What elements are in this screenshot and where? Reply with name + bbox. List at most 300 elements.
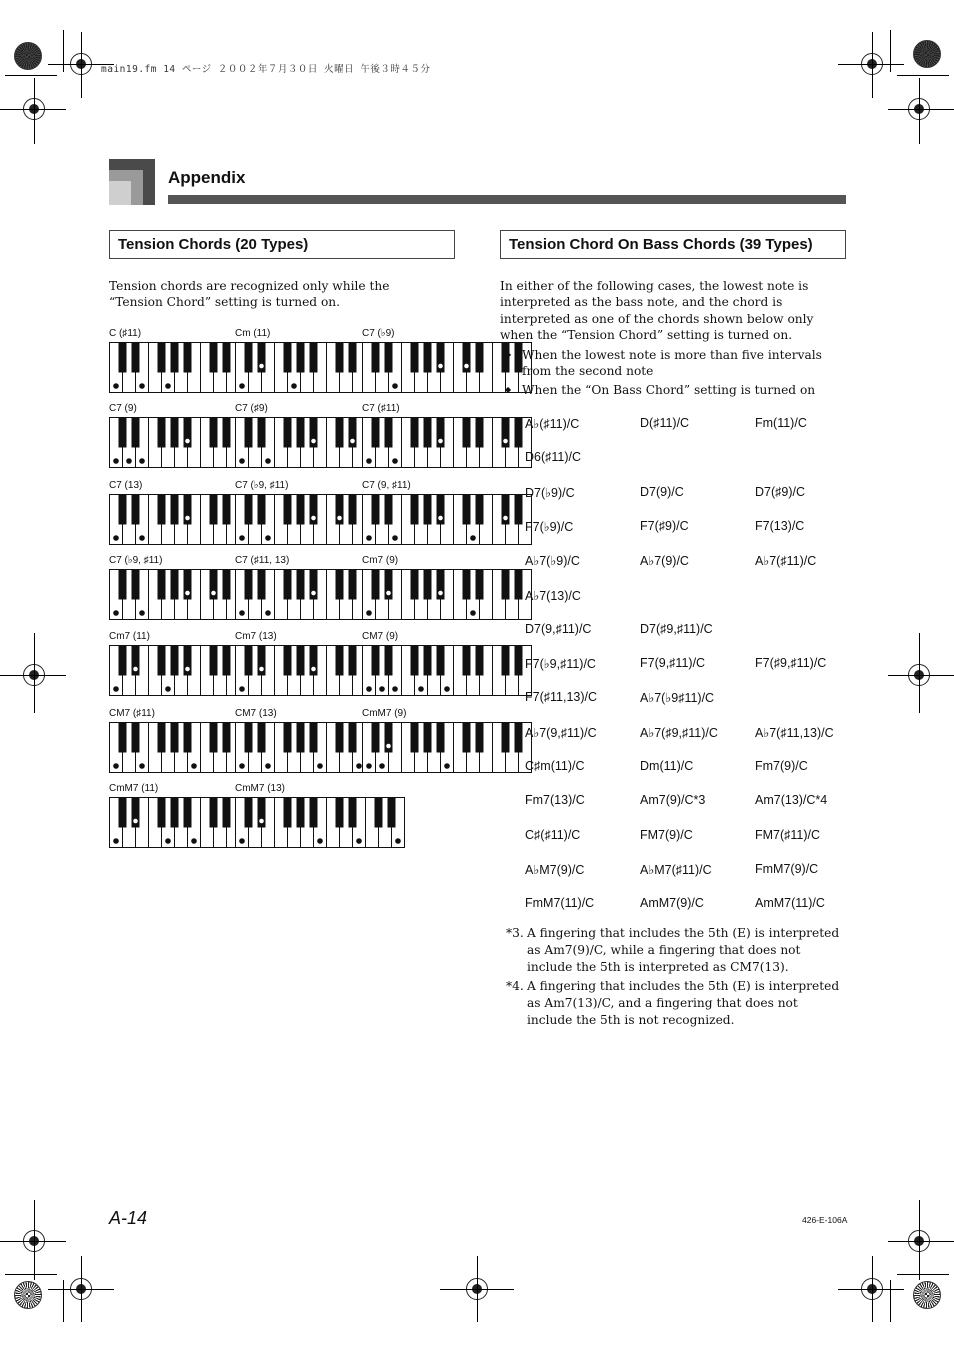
bass-chord-name: A♭7(9)/C	[640, 554, 689, 569]
pressed-key-dot	[113, 686, 119, 692]
bass-chord-name: A♭7(9,♯11)/C	[525, 725, 597, 740]
footnote-mark-3: *3.	[506, 926, 524, 940]
pressed-key-dot	[133, 818, 138, 823]
black-key	[411, 570, 419, 600]
black-key	[424, 495, 432, 525]
crop-line	[34, 633, 35, 713]
bass-chord-name: FmM7(11)/C	[525, 896, 595, 911]
black-key	[476, 495, 484, 525]
page-title: Appendix	[168, 168, 246, 187]
black-key	[171, 723, 179, 753]
crop-line	[5, 1274, 57, 1275]
black-key	[158, 495, 166, 525]
black-key	[119, 570, 127, 600]
crop-line	[477, 1256, 478, 1322]
piano-keyboard-diagram	[362, 645, 533, 697]
crop-line	[897, 1274, 949, 1275]
crop-line	[919, 633, 920, 713]
pressed-key-dot	[139, 458, 145, 464]
black-key	[515, 570, 523, 600]
crop-line	[888, 675, 954, 676]
chord-name: C (♯11)	[109, 328, 142, 339]
bass-chord-name: A♭7(♯11)/C	[755, 554, 817, 569]
black-key	[210, 798, 218, 828]
black-key	[210, 495, 218, 525]
pressed-key-dot	[185, 590, 190, 595]
black-key	[223, 343, 231, 373]
pressed-key-dot	[239, 838, 245, 844]
black-key	[349, 343, 357, 373]
black-key	[424, 723, 432, 753]
chord-name: Cm7 (9)	[362, 555, 399, 566]
pressed-key-dot	[139, 763, 145, 769]
appendix-tab-graphic	[109, 181, 131, 205]
black-key	[372, 570, 380, 600]
crop-line	[81, 1256, 82, 1322]
pressed-key-dot	[113, 535, 119, 541]
pressed-key-dot	[259, 818, 264, 823]
pressed-key-dot	[126, 458, 132, 464]
bass-chord-name: A♭7(♯11,13)/C	[755, 725, 834, 740]
pressed-key-dot	[113, 383, 119, 389]
pressed-key-dot	[356, 763, 362, 769]
pressed-key-dot	[113, 458, 119, 464]
black-key	[385, 495, 393, 525]
chord-name: Cm7 (13)	[235, 631, 277, 642]
black-key	[210, 723, 218, 753]
crop-line	[0, 675, 66, 676]
bass-chord-name: F7(♯11,13)/C	[525, 690, 598, 705]
pressed-key-dot	[239, 610, 245, 616]
pressed-key-dot	[185, 438, 190, 443]
pressed-key-dot	[337, 515, 342, 520]
black-key	[245, 495, 253, 525]
pressed-key-dot	[386, 590, 391, 595]
crop-line	[890, 1280, 891, 1322]
black-key	[372, 646, 380, 676]
black-key	[184, 798, 192, 828]
pressed-key-dot	[470, 535, 476, 541]
black-key	[349, 570, 357, 600]
on-bass-heading: Tension Chord On Bass Chords (39 Types)	[500, 230, 846, 259]
chord-name: C7 (♯9)	[235, 403, 268, 414]
bass-chord-name: A♭M7(9)/C	[525, 862, 585, 877]
chord-name: C7 (13)	[109, 480, 143, 491]
bass-chord-name: D7(♭9)/C	[525, 485, 575, 500]
bass-chord-name: D7(9,♯11)/C	[525, 621, 592, 636]
black-key	[411, 495, 419, 525]
registration-rosette-tr	[913, 40, 941, 68]
pressed-key-dot	[185, 515, 190, 520]
black-key	[411, 418, 419, 448]
black-key	[245, 646, 253, 676]
black-key	[258, 495, 266, 525]
pressed-key-dot	[165, 383, 171, 389]
chord-name: C7 (♭9, ♯11)	[235, 480, 289, 491]
pressed-key-dot	[265, 458, 271, 464]
file-header: main19.fm 14 ページ ２００２年７月３０日 火曜日 午後３時４５分	[101, 64, 431, 75]
black-key	[158, 570, 166, 600]
chord-name: C7 (9, ♯11)	[362, 480, 411, 491]
black-key	[119, 646, 127, 676]
black-key	[245, 723, 253, 753]
black-key	[336, 418, 344, 448]
bass-chord-name: A♭7(♭9♯11)/C	[640, 691, 715, 706]
bullet-item-1: When the lowest note is more than five intervals from the second note	[522, 348, 822, 379]
bass-chord-name: F7(♯9,♯11)/C	[755, 656, 827, 671]
black-key	[349, 495, 357, 525]
black-key	[463, 646, 471, 676]
crop-line	[0, 1241, 66, 1242]
chord-name: C7 (♯11)	[362, 403, 400, 414]
black-key	[411, 723, 419, 753]
black-key	[184, 343, 192, 373]
black-key	[372, 418, 380, 448]
black-key	[424, 570, 432, 600]
black-key	[171, 343, 179, 373]
black-key	[349, 723, 357, 753]
black-key	[245, 570, 253, 600]
pressed-key-dot	[317, 838, 323, 844]
black-key	[476, 343, 484, 373]
black-key	[171, 798, 179, 828]
black-key	[297, 723, 305, 753]
pressed-key-dot	[265, 763, 271, 769]
black-key	[476, 418, 484, 448]
bass-chord-name: A♭M7(♯11)/C	[640, 862, 712, 877]
pressed-key-dot	[438, 590, 443, 595]
crop-line	[888, 109, 954, 110]
black-key	[171, 570, 179, 600]
black-key	[349, 798, 357, 828]
black-key	[158, 343, 166, 373]
pressed-key-dot	[470, 610, 476, 616]
pressed-key-dot	[259, 666, 264, 671]
black-key	[424, 343, 432, 373]
pressed-key-dot	[356, 838, 362, 844]
black-key	[372, 343, 380, 373]
black-key	[349, 646, 357, 676]
page-number: A-14	[109, 1208, 148, 1228]
bass-chord-name: FM7(9)/C	[640, 827, 693, 842]
black-key	[463, 495, 471, 525]
black-key	[515, 646, 523, 676]
pressed-key-dot	[291, 383, 297, 389]
crop-line	[872, 1256, 873, 1322]
pressed-key-dot	[191, 763, 197, 769]
pressed-key-dot	[379, 763, 385, 769]
black-key	[258, 570, 266, 600]
pressed-key-dot	[317, 763, 323, 769]
bass-chord-name: Fm7(9)/C	[755, 759, 808, 773]
bass-chord-name: D7(♯9,♯11)/C	[640, 621, 713, 636]
black-key	[502, 723, 510, 753]
black-key	[223, 723, 231, 753]
black-key	[245, 418, 253, 448]
pressed-key-dot	[438, 438, 443, 443]
pressed-key-dot	[395, 838, 401, 844]
black-key	[372, 495, 380, 525]
black-key	[515, 418, 523, 448]
pressed-key-dot	[113, 763, 119, 769]
pressed-key-dot	[239, 458, 245, 464]
black-key	[132, 495, 140, 525]
black-key	[132, 343, 140, 373]
black-key	[310, 798, 318, 828]
pressed-key-dot	[185, 666, 190, 671]
black-key	[463, 570, 471, 600]
crop-line	[872, 32, 873, 98]
chord-name: C7 (♯11, 13)	[235, 555, 290, 566]
black-key	[119, 723, 127, 753]
crop-line	[897, 75, 949, 76]
pressed-key-dot	[444, 763, 450, 769]
black-key	[158, 798, 166, 828]
bass-chord-name: Am7(13)/C*4	[755, 793, 828, 808]
black-key	[515, 495, 523, 525]
bass-chord-name: A♭7(♭9)/C	[525, 554, 580, 569]
crop-line	[63, 30, 64, 72]
black-key	[476, 723, 484, 753]
pressed-key-dot	[139, 610, 145, 616]
pressed-key-dot	[259, 363, 264, 368]
chord-name: C7 (9)	[109, 403, 137, 414]
black-key	[258, 723, 266, 753]
black-key	[336, 570, 344, 600]
black-key	[297, 495, 305, 525]
bullet-item-2: When the “On Bass Chord” setting is turned on	[522, 383, 816, 397]
pressed-key-dot	[239, 383, 245, 389]
black-key	[223, 798, 231, 828]
pressed-key-dot	[239, 535, 245, 541]
black-key	[424, 646, 432, 676]
crop-line	[5, 75, 57, 76]
black-key	[158, 723, 166, 753]
black-key	[385, 418, 393, 448]
black-key	[297, 343, 305, 373]
bass-chord-name: A♭(♯11)/C	[525, 417, 580, 431]
bullet-marker: ◆	[505, 385, 512, 394]
piano-keyboard-diagram	[362, 417, 533, 469]
black-key	[297, 798, 305, 828]
crop-line	[0, 109, 66, 110]
crop-line	[838, 1289, 904, 1290]
black-key	[463, 723, 471, 753]
chord-name: CmM7 (11)	[109, 783, 159, 794]
black-key	[119, 798, 127, 828]
footnote-text-3: A fingering that includes the 5th (E) is interpreted as Am7(9)/C, while a fingering that does not include the 5th is interpreted as CM7(13).	[527, 926, 840, 974]
document-code: 426-E-106A	[802, 1215, 848, 1225]
black-key	[132, 418, 140, 448]
bullet-marker: ◆	[505, 350, 512, 359]
bass-chord-name: F7(♭9)/C	[525, 519, 574, 534]
black-key	[437, 723, 445, 753]
chord-name: CM7 (13)	[235, 708, 277, 719]
pressed-key-dot	[350, 438, 355, 443]
bass-chord-name: FmM7(9)/C	[755, 861, 819, 876]
black-key	[245, 798, 253, 828]
black-key	[297, 646, 305, 676]
black-key	[424, 418, 432, 448]
tension-chords-intro: Tension chords are recognized only while the “Tension Chord” setting is turned on.	[109, 279, 390, 310]
black-key	[336, 343, 344, 373]
black-key	[119, 343, 127, 373]
pressed-key-dot	[438, 515, 443, 520]
black-key	[132, 570, 140, 600]
pressed-key-dot	[211, 590, 216, 595]
pressed-key-dot	[386, 743, 391, 748]
pressed-key-dot	[392, 458, 398, 464]
tension-chords-heading: Tension Chords (20 Types)	[109, 230, 455, 259]
black-key	[310, 343, 318, 373]
pressed-key-dot	[392, 383, 398, 389]
chord-name: CM7 (9)	[362, 631, 399, 642]
pressed-key-dot	[438, 363, 443, 368]
chord-name: C7 (♭9, ♯11)	[109, 555, 163, 566]
black-key	[119, 495, 127, 525]
footnote-mark-4: *4.	[506, 979, 524, 993]
black-key	[297, 570, 305, 600]
bass-chord-name: F7(♯9)/C	[640, 518, 689, 533]
black-key	[411, 343, 419, 373]
piano-keyboard-diagram	[235, 797, 406, 849]
black-key	[171, 495, 179, 525]
black-key	[502, 570, 510, 600]
black-key	[119, 418, 127, 448]
bass-chord-name: Am7(9)/C*3	[640, 793, 706, 808]
crop-line	[34, 1200, 35, 1280]
registration-rosette-tl	[14, 42, 42, 70]
pressed-key-dot	[418, 686, 424, 692]
bass-chord-name: A♭7(13)/C	[525, 588, 581, 603]
chord-name: Cm (11)	[235, 328, 271, 339]
black-key	[284, 798, 292, 828]
black-key	[385, 646, 393, 676]
pressed-key-dot	[311, 515, 316, 520]
black-key	[171, 418, 179, 448]
chord-name: Cm7 (11)	[109, 631, 150, 642]
black-key	[437, 646, 445, 676]
bass-chord-name: F7(9,♯11)/C	[640, 656, 706, 671]
pressed-key-dot	[133, 666, 138, 671]
black-key	[411, 646, 419, 676]
black-key	[171, 646, 179, 676]
pressed-key-dot	[239, 686, 245, 692]
bass-chord-name: AmM7(9)/C	[640, 896, 704, 911]
black-key	[223, 646, 231, 676]
pressed-key-dot	[379, 686, 385, 692]
bass-chord-name: F7(♭9,♯11)/C	[525, 657, 596, 672]
black-key	[258, 418, 266, 448]
bass-chord-name: A♭7(♯9,♯11)/C	[640, 725, 718, 740]
pressed-key-dot	[311, 438, 316, 443]
black-key	[158, 646, 166, 676]
pressed-key-dot	[139, 383, 145, 389]
pressed-key-dot	[444, 686, 450, 692]
piano-keyboard-diagram	[362, 569, 533, 621]
black-key	[463, 418, 471, 448]
black-key	[210, 418, 218, 448]
bass-chord-name: Fm7(13)/C	[525, 793, 585, 808]
pressed-key-dot	[265, 535, 271, 541]
black-key	[336, 646, 344, 676]
pressed-key-dot	[366, 535, 372, 541]
bass-chord-name: D7(9)/C	[640, 484, 684, 499]
black-key	[385, 343, 393, 373]
black-key	[284, 418, 292, 448]
black-key	[336, 723, 344, 753]
crop-line	[919, 78, 920, 144]
bass-chord-name: AmM7(11)/C	[755, 896, 825, 911]
pressed-key-dot	[165, 686, 171, 692]
crop-line	[890, 30, 891, 72]
on-bass-intro: In either of the following cases, the lowest note is interpreted as the bass note, and the chord is interpreted as one of the chords shown below only when the “Tension Chord” setting is turned on.	[500, 279, 814, 343]
pressed-key-dot	[366, 458, 372, 464]
crop-line	[34, 78, 35, 144]
bass-chord-name: C♯m(11)/C	[525, 759, 585, 773]
bass-chord-name: D6(♯11)/C	[525, 450, 582, 465]
bass-chord-name: F7(13)/C	[755, 518, 805, 533]
pressed-key-dot	[265, 610, 271, 616]
black-key	[184, 723, 192, 753]
black-key	[284, 723, 292, 753]
chord-name: C7 (♭9)	[362, 328, 395, 339]
bass-chord-name: D(♯11)/C	[640, 416, 690, 430]
bass-chord-name: Dm(11)/C	[640, 759, 694, 773]
black-key	[158, 418, 166, 448]
piano-keyboard-diagram	[362, 494, 533, 546]
black-key	[132, 723, 140, 753]
black-key	[284, 343, 292, 373]
black-key	[210, 646, 218, 676]
black-key	[310, 723, 318, 753]
black-key	[336, 798, 344, 828]
black-key	[297, 418, 305, 448]
crop-line	[888, 1241, 954, 1242]
black-key	[284, 570, 292, 600]
bass-chord-name: C♯(♯11)/C	[525, 827, 581, 842]
pressed-key-dot	[113, 838, 119, 844]
pressed-key-dot	[239, 763, 245, 769]
black-key	[388, 798, 396, 828]
pressed-key-dot	[366, 610, 372, 616]
crop-line	[81, 32, 82, 98]
pressed-key-dot	[139, 535, 145, 541]
piano-keyboard-diagram	[362, 722, 533, 774]
black-key	[223, 418, 231, 448]
black-key	[284, 495, 292, 525]
chord-name: CmM7 (9)	[362, 708, 407, 719]
pressed-key-dot	[113, 610, 119, 616]
pressed-key-dot	[392, 535, 398, 541]
black-key	[375, 798, 383, 828]
black-key	[476, 570, 484, 600]
pressed-key-dot	[311, 666, 316, 671]
crop-line	[838, 64, 904, 65]
black-key	[502, 646, 510, 676]
crop-line	[919, 1200, 920, 1280]
black-key	[515, 723, 523, 753]
registration-rosette-bl	[14, 1281, 42, 1309]
bass-chord-name: Fm(11)/C	[755, 416, 807, 430]
footnote-text-4: A fingering that includes the 5th (E) is interpreted as Am7(13)/C, and a fingering that does not include the 5th is not recognized.	[527, 979, 840, 1027]
black-key	[210, 343, 218, 373]
pressed-key-dot	[165, 838, 171, 844]
black-key	[372, 723, 380, 753]
bass-chord-name: FM7(♯11)/C	[755, 827, 821, 842]
pressed-key-dot	[503, 438, 508, 443]
bass-chord-name: D7(♯9)/C	[755, 484, 806, 499]
